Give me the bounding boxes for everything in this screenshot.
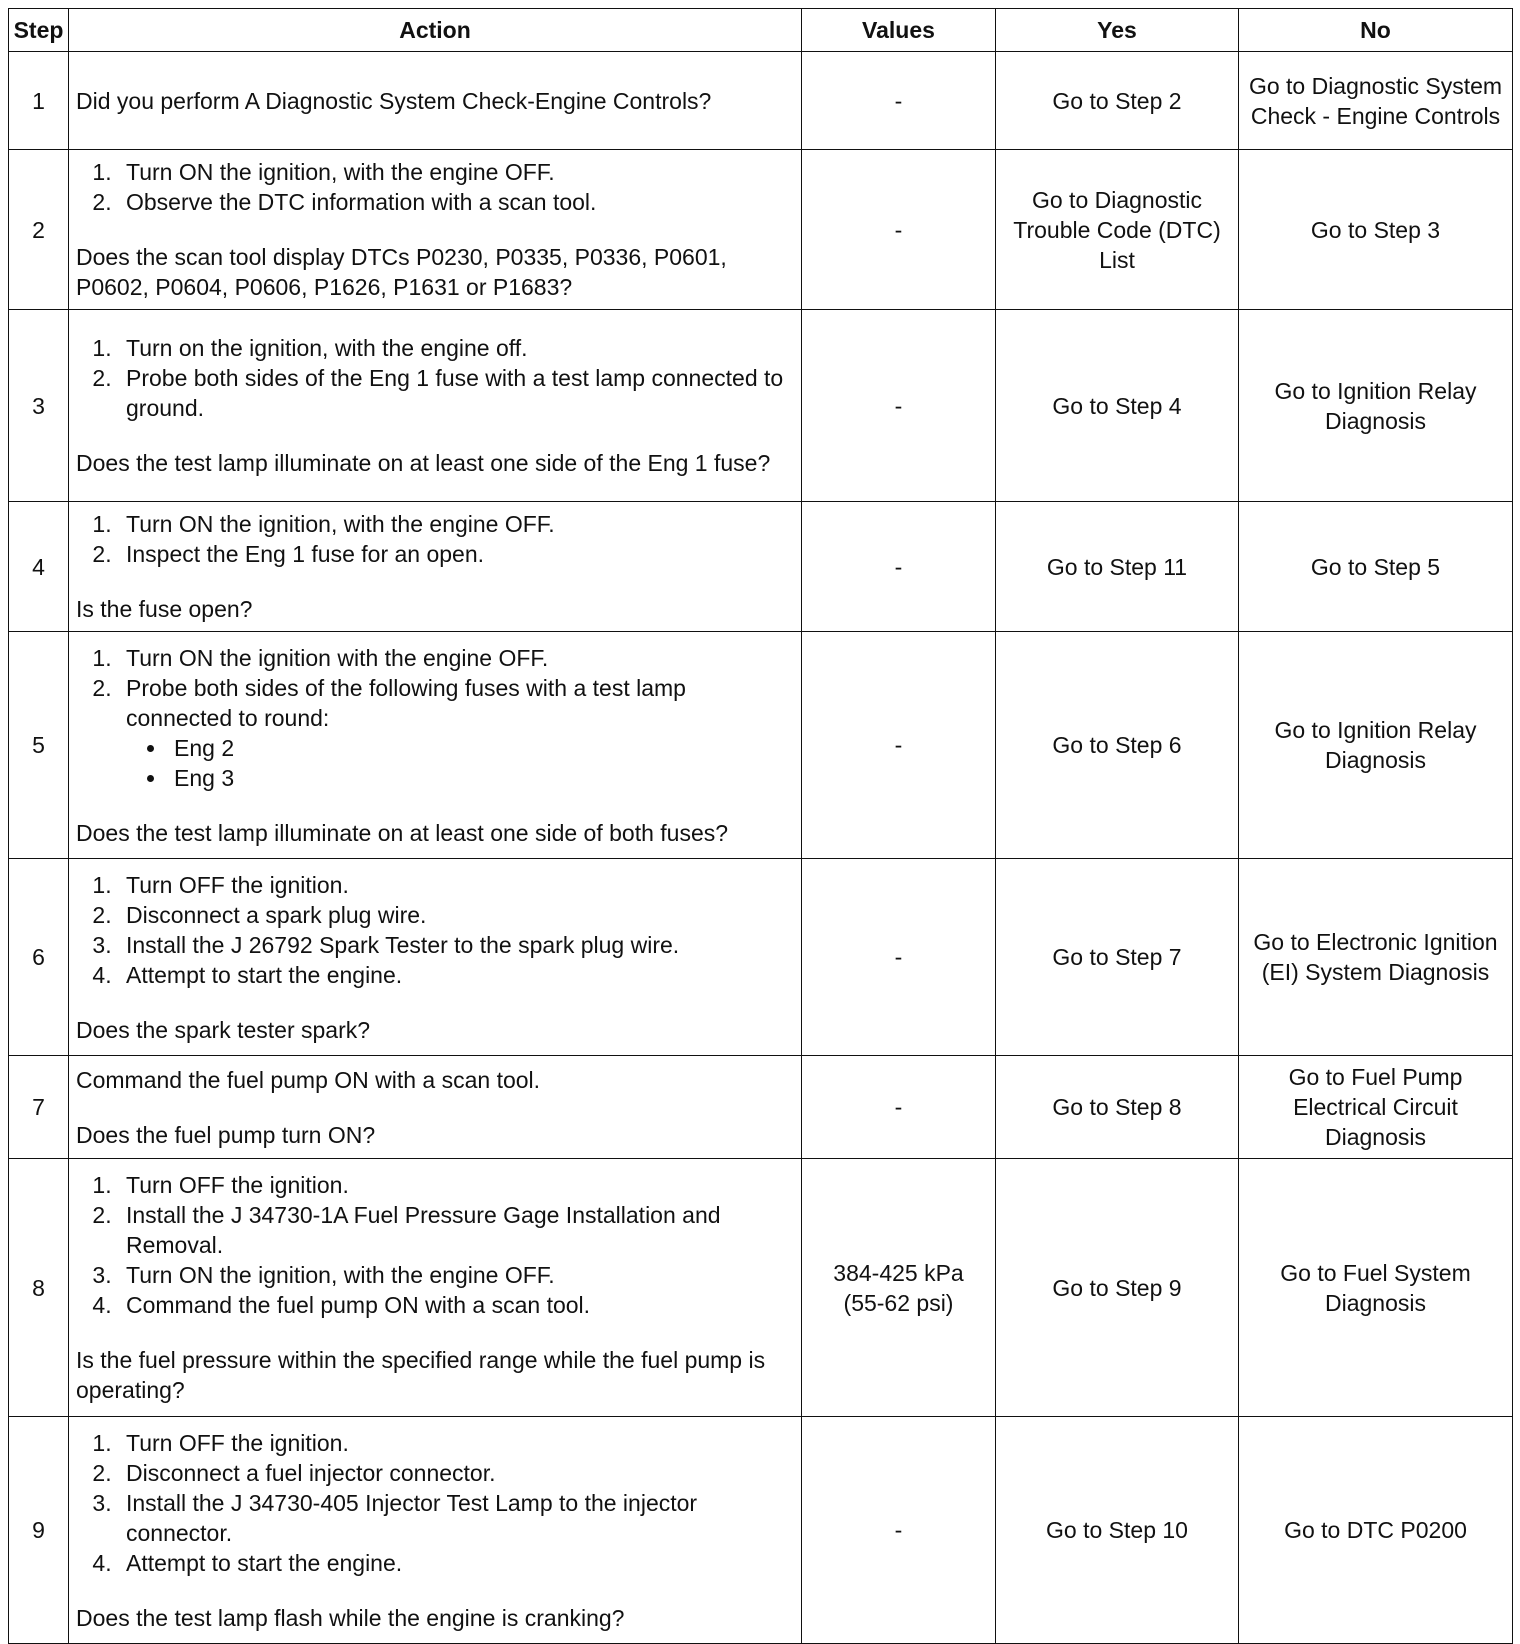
action-step: 2. Observe the DTC information with a scan tool. xyxy=(118,187,794,217)
action-step: 2. Disconnect a fuel injector connector. xyxy=(118,1458,794,1488)
action-question: Does the scan tool display DTCs P0230, P0335, P0336, P0601, P0602, P0604, P0606, P1626, P1631 or P1683? xyxy=(76,244,727,300)
action-step: 2. Disconnect a spark plug wire. xyxy=(118,900,794,930)
yes-cell: Go to Diagnostic Trouble Code (DTC) List xyxy=(996,150,1239,310)
action-question: Is the fuel pressure within the specified range while the fuel pump is operating? xyxy=(76,1347,766,1403)
header-action: Action xyxy=(69,9,802,52)
diagnostic-table-container xyxy=(8,8,1512,1644)
step-number: 2 xyxy=(9,150,69,310)
action-question: Is the fuse open? xyxy=(76,596,253,622)
action-step: 1. Turn OFF the ignition. xyxy=(118,1170,794,1200)
action-step xyxy=(118,673,794,793)
step-number: 7 xyxy=(9,1056,69,1159)
action-steps xyxy=(76,1428,794,1578)
values-cell: - xyxy=(802,150,996,310)
yes-cell: Go to Step 6 xyxy=(996,632,1239,859)
action-cell xyxy=(69,859,802,1056)
values-cell: - xyxy=(802,632,996,859)
table-row xyxy=(9,310,1513,502)
action-cell xyxy=(69,52,802,150)
action-step: 1. Turn on the ignition, with the engine off. xyxy=(118,333,794,363)
action-step: 1. Turn ON the ignition, with the engine OFF. xyxy=(118,509,794,539)
values-cell: - xyxy=(802,52,996,150)
pressure-range-kpa: 384-425 kPa xyxy=(833,1259,964,1286)
action-step: 1. Turn ON the ignition, with the engine OFF. xyxy=(118,157,794,187)
action-step: 3. Install the J 26792 Spark Tester to the spark plug wire. xyxy=(118,930,794,960)
no-cell: Go to Diagnostic System Check - Engine Controls xyxy=(1239,52,1513,150)
fuse-item: • Eng 2 xyxy=(168,733,794,763)
action-steps xyxy=(76,509,794,569)
action-cell xyxy=(69,1417,802,1644)
table-row xyxy=(9,1417,1513,1644)
values-cell: - xyxy=(802,310,996,502)
action-steps xyxy=(76,643,794,793)
action-intro: Command the fuel pump ON with a scan tool. xyxy=(76,1066,541,1093)
yes-cell: Go to Step 9 xyxy=(996,1159,1239,1417)
no-cell: Go to Step 5 xyxy=(1239,502,1513,632)
action-cell xyxy=(69,632,802,859)
action-step: 1. Turn ON the ignition with the engine OFF. xyxy=(118,643,794,673)
no-cell: Go to Ignition Relay Diagnosis xyxy=(1239,632,1513,859)
step-number: 9 xyxy=(9,1417,69,1644)
action-step: 3. Install the J 34730-405 Injector Test Lamp to the injector connector. xyxy=(118,1488,794,1548)
header-no: No xyxy=(1239,9,1513,52)
action-question: Does the test lamp illuminate on at least one side of both fuses? xyxy=(76,819,729,846)
values-cell: - xyxy=(802,1056,996,1159)
action-step: 1. Turn OFF the ignition. xyxy=(118,1428,794,1458)
action-step-text: Probe both sides of the following fuses with a test lamp connected to round: xyxy=(126,674,686,731)
header-step: Step xyxy=(9,9,69,52)
values-cell: - xyxy=(802,1417,996,1644)
action-step: 4. Attempt to start the engine. xyxy=(118,1548,794,1578)
fuse-item: • Eng 3 xyxy=(168,763,794,793)
table-row xyxy=(9,632,1513,859)
action-steps xyxy=(76,1170,794,1320)
action-cell xyxy=(69,310,802,502)
action-steps xyxy=(76,157,794,217)
yes-cell: Go to Step 7 xyxy=(996,859,1239,1056)
action-intro: Did you perform A Diagnostic System Check-Engine Controls? xyxy=(76,87,712,114)
yes-cell: Go to Step 10 xyxy=(996,1417,1239,1644)
action-step: 2. Probe both sides of the Eng 1 fuse with a test lamp connected to ground. xyxy=(118,363,794,423)
header-values: Values xyxy=(802,9,996,52)
values-cell: - xyxy=(802,859,996,1056)
action-step: 3. Turn ON the ignition, with the engine OFF. xyxy=(118,1260,794,1290)
action-step: 4. Attempt to start the engine. xyxy=(118,960,794,990)
no-cell: Go to Fuel System Diagnosis xyxy=(1239,1159,1513,1417)
action-cell xyxy=(69,150,802,310)
no-cell: Go to Fuel Pump Electrical Circuit Diagnosis xyxy=(1239,1056,1513,1159)
action-steps xyxy=(76,870,794,990)
action-question: Does the test lamp flash while the engine is cranking? xyxy=(76,1604,625,1631)
step-number: 4 xyxy=(9,502,69,632)
table-row xyxy=(9,150,1513,310)
no-cell: Go to DTC P0200 xyxy=(1239,1417,1513,1644)
table-row xyxy=(9,859,1513,1056)
fuse-list xyxy=(126,733,794,793)
step-number: 6 xyxy=(9,859,69,1056)
diagnostic-table xyxy=(8,8,1513,1644)
action-cell xyxy=(69,502,802,632)
no-cell: Go to Ignition Relay Diagnosis xyxy=(1239,310,1513,502)
action-step: 4. Command the fuel pump ON with a scan tool. xyxy=(118,1290,794,1320)
table-row xyxy=(9,52,1513,150)
yes-cell: Go to Step 11 xyxy=(996,502,1239,632)
no-cell: Go to Step 3 xyxy=(1239,150,1513,310)
action-question: Does the test lamp illuminate on at least one side of the Eng 1 fuse? xyxy=(76,450,771,476)
action-question: Does the spark tester spark? xyxy=(76,1016,371,1043)
header-yes: Yes xyxy=(996,9,1239,52)
table-row xyxy=(9,1159,1513,1417)
yes-cell: Go to Step 4 xyxy=(996,310,1239,502)
header-row xyxy=(9,9,1513,52)
yes-cell: Go to Step 8 xyxy=(996,1056,1239,1159)
action-steps xyxy=(76,333,794,423)
pressure-range-psi: (55-62 psi) xyxy=(843,1289,954,1316)
step-number: 8 xyxy=(9,1159,69,1417)
action-question: Does the fuel pump turn ON? xyxy=(76,1121,376,1148)
action-step: 1. Turn OFF the ignition. xyxy=(118,870,794,900)
action-cell xyxy=(69,1056,802,1159)
step-number: 1 xyxy=(9,52,69,150)
values-cell: - xyxy=(802,502,996,632)
action-step: 2. Install the J 34730-1A Fuel Pressure Gage Installation and Removal. xyxy=(118,1200,794,1260)
no-cell: Go to Electronic Ignition (EI) System Diagnosis xyxy=(1239,859,1513,1056)
step-number: 5 xyxy=(9,632,69,859)
action-cell xyxy=(69,1159,802,1417)
step-number: 3 xyxy=(9,310,69,502)
values-cell xyxy=(802,1159,996,1417)
action-step: 2. Inspect the Eng 1 fuse for an open. xyxy=(118,539,794,569)
table-row xyxy=(9,1056,1513,1159)
yes-cell: Go to Step 2 xyxy=(996,52,1239,150)
table-row xyxy=(9,502,1513,632)
